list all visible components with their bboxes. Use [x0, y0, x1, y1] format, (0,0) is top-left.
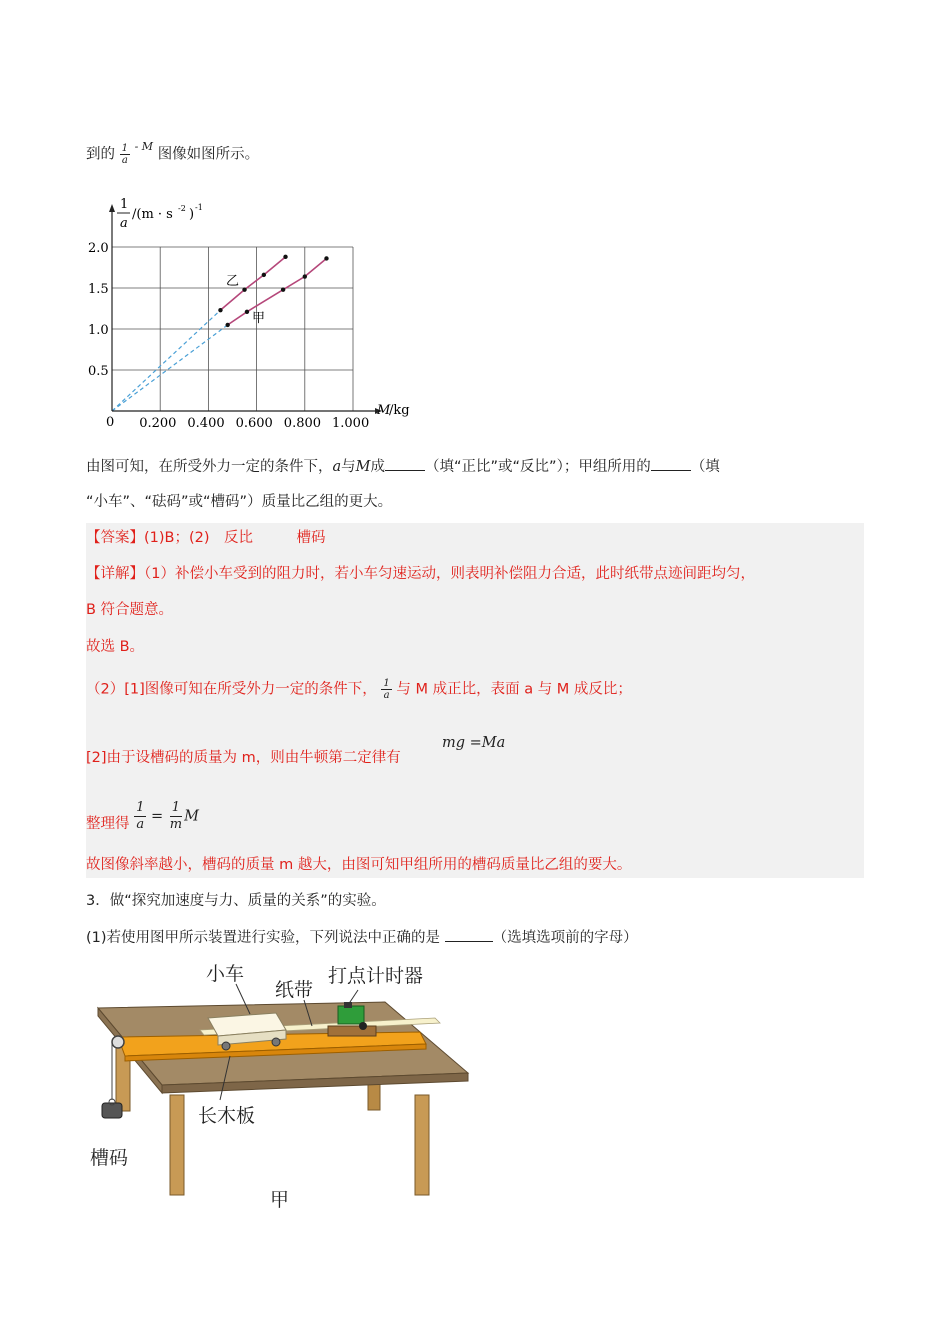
origin-label: 0 [106, 415, 115, 430]
detail-fraction: $\frac{1}{a}$ [383, 678, 390, 701]
detail-line5: [2]由于设槽码的质量为 m，则由牛顿第二定律有 [86, 750, 401, 766]
x-tick-label: 0.400 [187, 416, 225, 431]
x-tick-label: 0.800 [283, 416, 322, 431]
label-weight: 槽码 [90, 1147, 129, 1169]
detail-tag: 【详解】 [86, 566, 144, 582]
series-label-jia: 甲 [252, 311, 266, 326]
y-axis-label-exp2: -1 [195, 203, 203, 212]
chart-tick-labels [88, 241, 369, 431]
inverse-acceleration-mass-chart [80, 190, 440, 435]
intro-fraction: $\frac{1}{a}$ [121, 143, 128, 166]
data-point [262, 273, 266, 277]
question3-title: 3．做“探究加速度与力、质量的关系”的实验。 [86, 893, 386, 909]
extrapolation-line [112, 325, 228, 411]
answer-line [86, 528, 326, 548]
chart-series [218, 255, 328, 327]
blank-2[interactable] [651, 456, 691, 471]
apparatus-illustration [80, 960, 480, 1215]
data-point [242, 287, 246, 291]
table-leg-mid-left [170, 1095, 184, 1195]
blank-3[interactable] [445, 927, 493, 942]
x-tick-label: 0.200 [139, 416, 177, 431]
y-axis-label-close: ) [189, 207, 195, 222]
question2-line1: 由图可知，在所受外力一定的条件下，a与M成 （填“正比”或“反比”）；甲组所用的 （填 [86, 456, 720, 477]
data-point [245, 310, 249, 314]
answer-content: (1)B；(2) 反比 槽码 [144, 530, 326, 546]
detail-line1: 【详解】（1）补偿小车受到的阻力时，若小车匀速运动，则表明补偿阻力合适，此时纸带点迹间距均匀， [86, 566, 755, 582]
y-axis-label-num: 1 [120, 197, 129, 212]
timer-base [328, 1026, 376, 1036]
question3-sub1: (1)若使用图甲所示装置进行实验，下列说法中正确的是 （选填选项前的字母） [86, 927, 638, 948]
detail-line6: 整理得 $\frac{1}{a}$ = $\frac{1}{m}$ M [86, 800, 199, 832]
data-point [281, 287, 285, 291]
x-axis-label-unit: /kg [389, 403, 410, 418]
y-tick-label: 2.0 [88, 241, 109, 256]
x-tick-label: 1.000 [332, 416, 370, 431]
y-tick-label: 1.5 [88, 282, 109, 297]
table-leg-right [415, 1095, 429, 1195]
question2-line2: “小车”、“砝码”或“槽码”）质量比乙组的更大。 [86, 494, 393, 510]
data-point [283, 255, 287, 259]
timer-body [338, 1006, 364, 1024]
label-cart: 小车 [206, 963, 245, 985]
label-tape: 纸带 [275, 979, 314, 1001]
x-tick-label: 0.600 [235, 416, 273, 431]
eq2-lhs: $\frac{1}{a}$ [136, 800, 145, 832]
label-board: 长木板 [198, 1105, 256, 1127]
y-tick-label: 0.5 [88, 364, 109, 379]
answer-tag: 【答案】 [86, 530, 144, 546]
data-point [218, 308, 222, 312]
detail-line7: 故图像斜率越小，槽码的质量 m 越大，由图可知甲组所用的槽码质量比乙组的要大。 [86, 857, 632, 873]
y-tick-label: 1.0 [88, 323, 109, 338]
data-point [225, 323, 229, 327]
extrapolation-line [112, 310, 220, 411]
y-axis-arrow [109, 204, 115, 212]
data-point [324, 256, 328, 260]
series-label-yi: 乙 [226, 274, 240, 289]
blank-1[interactable] [385, 456, 425, 471]
chart-extrapolation-lines [112, 310, 228, 411]
detail-line3: 故选 B。 [86, 639, 145, 655]
eq2-rhs: $\frac{1}{m}$ [169, 800, 183, 832]
pulley [112, 1036, 124, 1048]
cart-wheel [222, 1042, 230, 1050]
y-axis-label-exp1: -2 [178, 204, 186, 213]
label-caption: 甲 [270, 1189, 290, 1211]
chart-axes [109, 204, 382, 414]
data-point [303, 274, 307, 278]
intro-line: 到的 $\frac{1}{a}$ $^{- M}$ 图像如图所示。 [86, 139, 260, 166]
detail-line2: B 符合题意。 [86, 602, 174, 618]
equation-newton: mg =Ma [442, 735, 506, 751]
y-axis-label-den: a [120, 216, 128, 231]
label-timer: 打点计时器 [328, 965, 424, 987]
chart-grid [112, 247, 353, 411]
x-axis-label: M [377, 403, 391, 418]
detail-line4: （2）[1]图像可知在所受外力一定的条件下， $\frac{1}{a}$ 与 M 成正比，表面 a 与 M 成反比； [86, 678, 632, 701]
y-axis-label-unit: /(m · s [132, 207, 173, 222]
